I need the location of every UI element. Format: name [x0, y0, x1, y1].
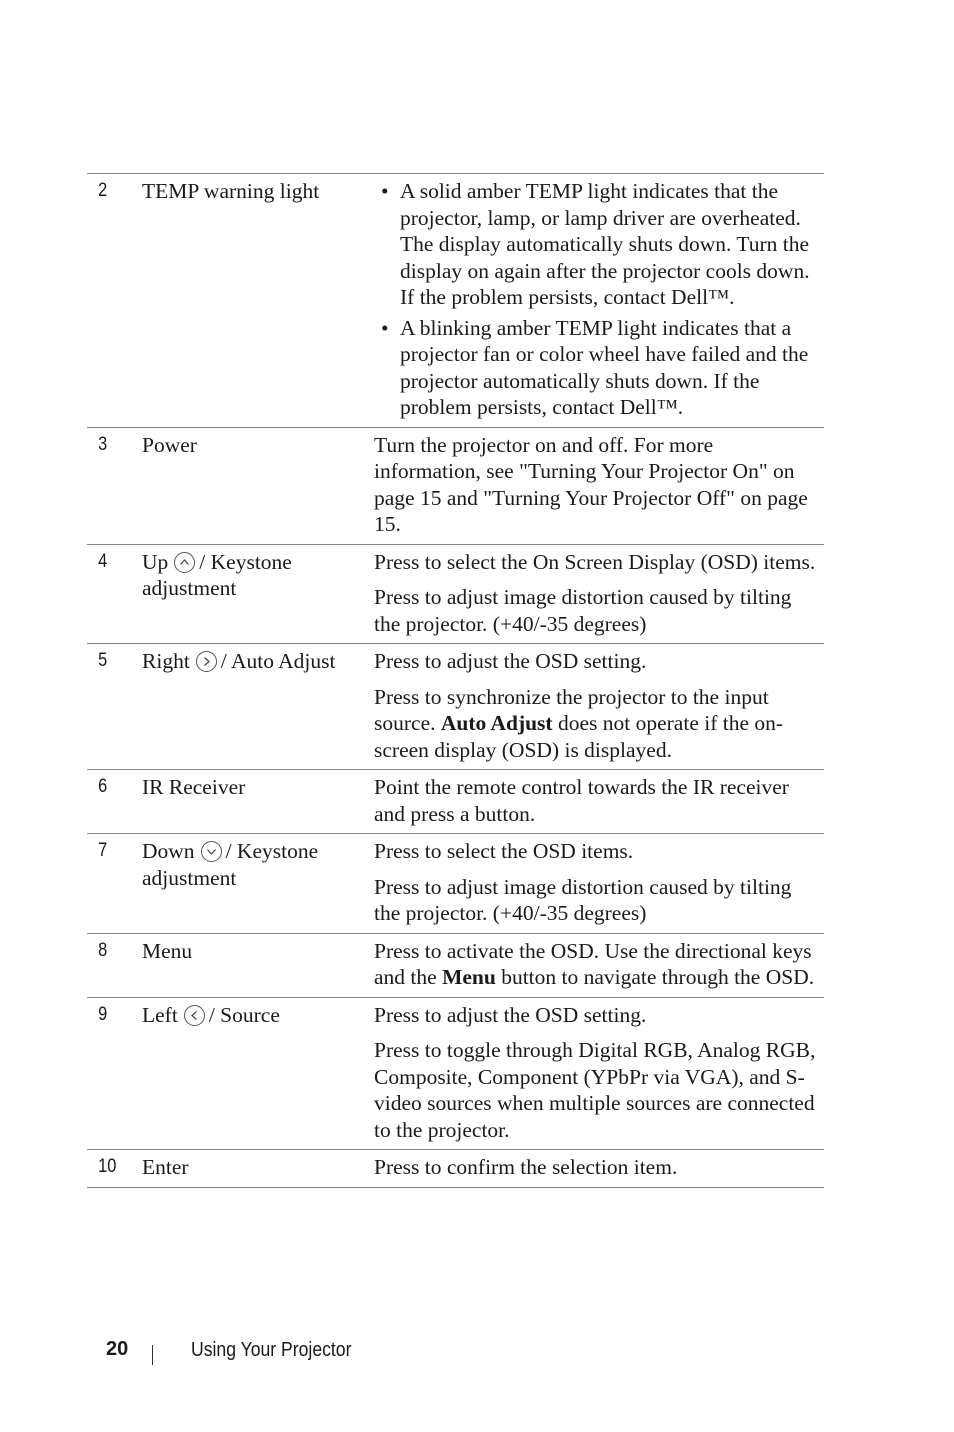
description-text: Turn the projector on and off. For more information, see "Turning Your Projector On" on page 15 and "Turning Your Projector Off" on page 15.: [374, 432, 808, 536]
bullet-list: [374, 178, 818, 421]
row-number: 3: [98, 433, 108, 455]
row-number: 2: [98, 180, 108, 201]
name-text: / Source: [208, 1002, 280, 1027]
row-description: [374, 938, 824, 991]
row-name: Menu: [142, 938, 193, 963]
table-row: [87, 428, 824, 545]
row-number: 6: [98, 776, 108, 797]
bullet-item: • A solid amber TEMP light indicates that the projector, lamp, or lamp driver are overheated. The display automatically shuts down. Turn the display on again after the projector cools down. If the problem persists, contact Dell™.: [380, 178, 818, 311]
row-number: 8: [98, 939, 108, 961]
table-row: [87, 545, 824, 645]
table-row: [87, 934, 824, 998]
row-name: IR Receiver: [142, 775, 246, 799]
row-description: [374, 178, 824, 421]
bold-term: Menu: [442, 965, 496, 989]
description-text: Press to adjust image distortion caused by tilting the projector. (+40/-35 degrees): [374, 874, 792, 925]
description-text: Press to toggle through Digital RGB, Analog RGB, Composite, Component (YPbPr via VGA), and S-video sources when multiple sources are connected to the projector.: [374, 1038, 816, 1142]
chevron-down-icon: [201, 841, 222, 862]
table-row: [87, 998, 824, 1151]
row-description: [374, 432, 824, 538]
footer-divider: [152, 1345, 153, 1365]
row-name: Enter: [142, 1155, 189, 1179]
chevron-right-icon: [196, 651, 217, 672]
description-text: Press to adjust the OSD setting.: [374, 649, 647, 673]
description-text: Press to adjust the OSD setting.: [374, 1002, 647, 1027]
row-name: TEMP warning light: [142, 179, 320, 203]
table-row: [87, 770, 824, 834]
row-description: [374, 838, 824, 927]
name-text: Left: [142, 1002, 178, 1027]
chevron-left-icon: [184, 1005, 205, 1026]
description-fragment: button to navigate through the OSD.: [501, 965, 815, 989]
description-text: Press to confirm the selection item.: [374, 1155, 678, 1179]
row-number: 10: [98, 1156, 117, 1177]
name-text: Up: [142, 549, 169, 574]
description-text: [374, 938, 818, 991]
controls-table: [87, 173, 824, 1188]
row-name: Power: [142, 432, 197, 457]
chevron-up-icon: [174, 552, 195, 573]
description-fragment: Press to activate the OSD. Use the directional keys and the: [374, 938, 812, 989]
table-row: [87, 834, 824, 934]
description-fragment: Press to synchronize the projector to the input source.: [374, 684, 769, 735]
table-row: [87, 644, 824, 770]
row-description: [374, 1002, 824, 1144]
row-number: 4: [98, 550, 108, 572]
bold-term: Auto Adjust: [440, 711, 553, 735]
table-row: [87, 174, 824, 428]
description-text: Point the remote control towards the IR receiver and press a button.: [374, 775, 789, 826]
row-name: [142, 1002, 374, 1144]
name-text: / Keystone adjustment: [142, 839, 319, 890]
row-description: [374, 1154, 824, 1181]
description-text: Press to select the On Screen Display (OSD) items.: [374, 549, 816, 574]
row-number: 7: [98, 840, 108, 861]
description-text: Press to select the OSD items.: [374, 839, 634, 863]
name-text: / Auto Adjust: [220, 649, 336, 673]
description-fragment: does not operate if the on-screen display (OSD) is displayed.: [374, 711, 784, 762]
name-text: Right: [142, 649, 190, 673]
row-name: [142, 648, 374, 763]
row-description: [374, 549, 824, 638]
row-number: 9: [98, 1003, 108, 1025]
row-number: 5: [98, 650, 108, 671]
row-name: [142, 549, 374, 638]
description-text: Press to adjust image distortion caused by tilting the projector. (+40/-35 degrees): [374, 585, 792, 636]
row-description: [374, 648, 824, 763]
description-text: [374, 684, 818, 764]
section-title: Using Your Projector: [191, 1339, 352, 1361]
name-text: / Keystone adjustment: [142, 549, 292, 600]
page-number: 20: [106, 1338, 129, 1360]
table-row: [87, 1150, 824, 1188]
row-description: [374, 774, 824, 827]
bullet-item: • A blinking amber TEMP light indicates that a projector fan or color wheel have failed and the projector automatically shuts down. If the problem persists, contact Dell™.: [380, 315, 818, 421]
name-text: Down: [142, 839, 195, 863]
row-name: [142, 838, 374, 927]
